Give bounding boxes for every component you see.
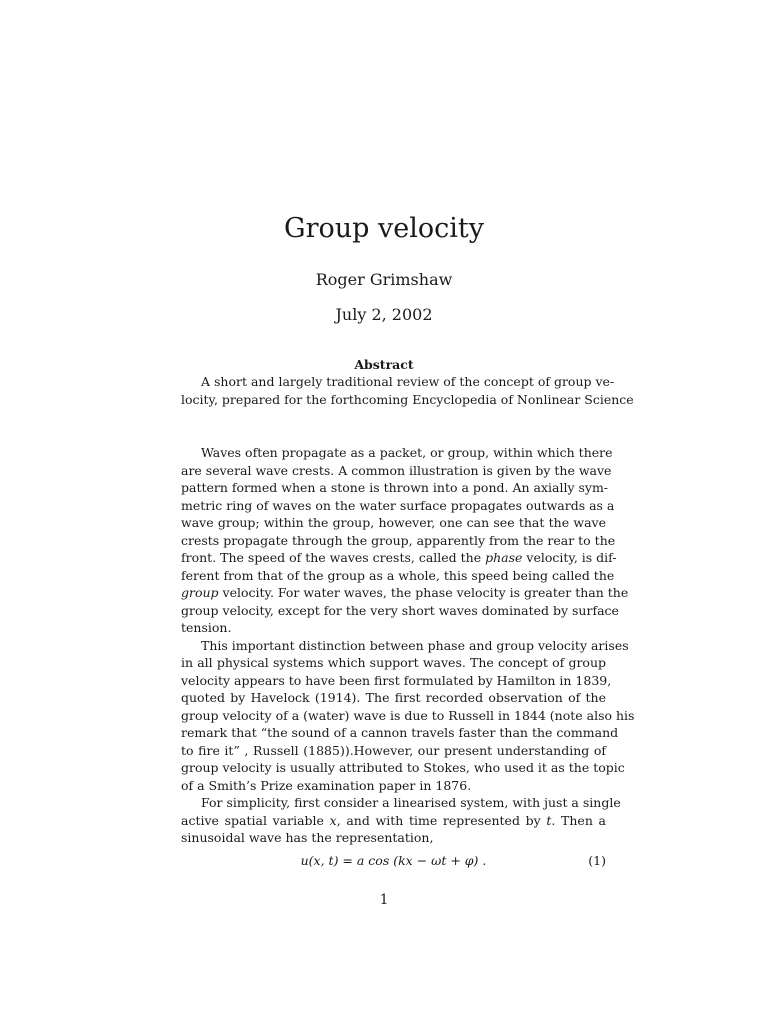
body-line: For simplicity, first consider a linearised system, with just a single [201, 795, 621, 810]
text-run: velocity, is dif- [522, 550, 617, 565]
body-line: are several wave crests. A common illustration is given by the wave [181, 462, 612, 478]
body-line: group velocity, except for the very short waves dominated by surface [181, 602, 619, 618]
body-line: to fire it” , Russell (1885)).However, our present understanding of [181, 742, 606, 758]
abstract-heading: Abstract [354, 357, 414, 372]
body-line: metric ring of waves on the water surface propagates outwards as a [181, 497, 615, 513]
body-line: sinusoidal wave has the representation, [181, 830, 434, 845]
body-line: quoted by Havelock (1914). The first recorded observation of the [181, 690, 606, 705]
equation-body [181, 852, 606, 870]
abstract-line: locity, prepared for the forthcoming Encyclopedia of Nonlinear Science [181, 391, 634, 407]
paper-author: Roger Grimshaw [315, 270, 453, 289]
equation-rhs: = a cos (kx − ωt + φ) . [338, 853, 487, 868]
body-line [181, 549, 617, 567]
equation-number: (1) [588, 853, 606, 868]
abstract-body [181, 373, 634, 408]
body-line: ferent from that of the group as a whole, this speed being called the [181, 567, 615, 583]
body-line [181, 584, 629, 602]
body-line: group velocity is usually attributed to Stokes, who used it as the topic [181, 760, 625, 775]
body-line: Waves often propagate as a packet, or group, within which there [201, 445, 613, 460]
body-line [181, 812, 606, 830]
body-line: group velocity of a (water) wave is due to Russell in 1844 (note also his [181, 707, 635, 723]
equation-lhs: u(x, t) [300, 853, 339, 868]
math-var-x: x [329, 812, 337, 828]
emphasis-phase: phase [485, 550, 523, 565]
body-line: crests propagate through the group, apparently from the rear to the [181, 532, 616, 548]
text-run: velocity. For water waves, the phase velocity is greater than the [218, 585, 629, 600]
text-run: . Then a [551, 812, 606, 828]
body-text [181, 444, 635, 847]
page-number: 1 [379, 892, 389, 908]
math-var-t: t [546, 812, 552, 828]
body-line: remark that “the sound of a cannon travels faster than the command [181, 725, 619, 740]
body-line: in all physical systems which support waves. The concept of group [181, 655, 606, 670]
emphasis-group: group [181, 585, 219, 600]
body-line: wave group; within the group, however, one can see that the wave [181, 515, 606, 530]
abstract-line: A short and largely traditional review of the concept of group ve- [201, 374, 615, 389]
body-line: This important distinction between phase and group velocity arises [201, 637, 629, 653]
paper-title: Group velocity [284, 213, 484, 244]
body-line: of a Smith’s Prize examination paper in 1876. [181, 777, 472, 793]
body-line: velocity appears to have been first formulated by Hamilton in 1839, [181, 672, 612, 688]
paper-date: July 2, 2002 [335, 305, 433, 324]
text-run: front. The speed of the waves crests, called the [181, 550, 486, 565]
body-line: pattern formed when a stone is thrown into a pond. An axially sym- [181, 480, 609, 495]
body-line: tension. [181, 620, 232, 635]
text-run: , and with time represented by [336, 812, 547, 828]
text-run: active spatial variable [181, 812, 330, 828]
